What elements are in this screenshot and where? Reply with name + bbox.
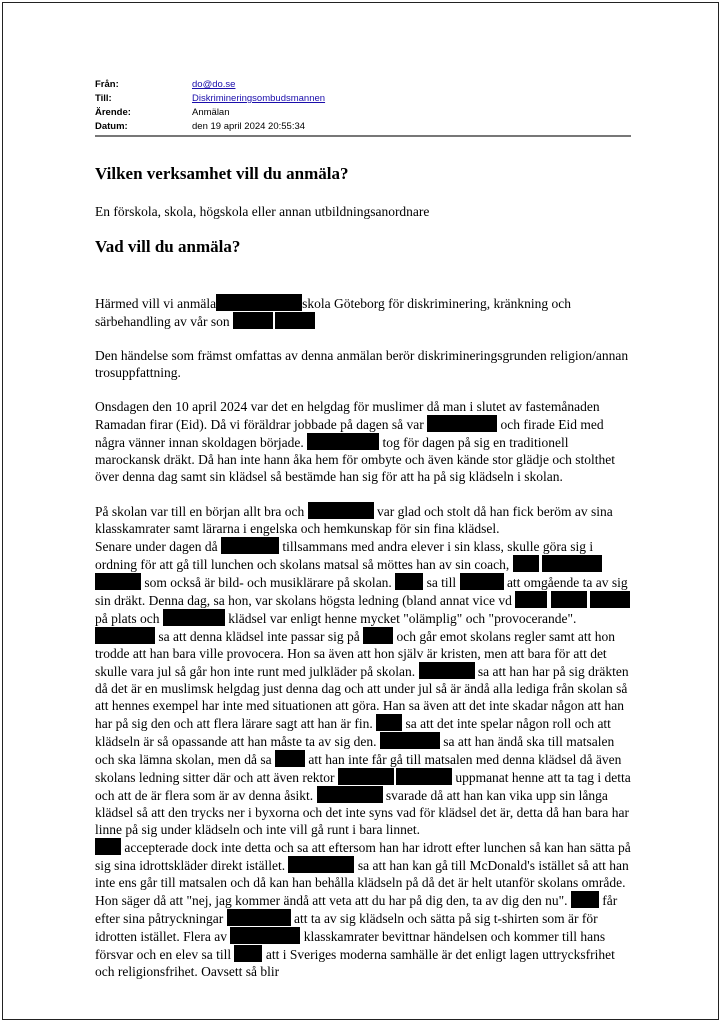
redaction-box bbox=[419, 662, 475, 679]
redaction-box bbox=[317, 786, 383, 803]
redaction-box bbox=[515, 591, 547, 608]
section-heading-organization: Vilken verksamhet vill du anmäla? bbox=[95, 164, 349, 183]
redaction-box bbox=[307, 433, 379, 450]
redaction-box bbox=[571, 891, 599, 908]
redaction-box bbox=[234, 945, 262, 962]
from-email-link[interactable]: do@do.se bbox=[192, 79, 236, 90]
redaction-box bbox=[513, 555, 539, 572]
from-row bbox=[95, 78, 325, 92]
to-recipient-link[interactable]: Diskrimineringsombudsmannen bbox=[192, 93, 326, 104]
redaction-box bbox=[227, 909, 291, 926]
redaction-box bbox=[163, 609, 225, 626]
paragraph-incident: På skolan var till en början allt bra och var glad och stolt då han fick beröm av sina klasskamrater samt lärarna i engelska och hemkunskap för sin fina klädsel. Senare under dagen då tillsammans med andra elever i sin klass, skulle göra sig i ordning för att gå till lunchen och skolans matsal så möttes han av sin coach, som också är bild- och musiklärare på skolan. sa till att omgående ta av sig sin dräkt. Denna dag, sa hon, var skolans högsta ledning (bland annat vice vd på plats och klädsel var enligt henne mycket "olämplig" och "provocerande". sa att denna klädsel inte passar sig på och går emot skolans regler samt att hon trodde att han bara ville provocera. Hon sa även att hon själv är kristen, men att bara för att det skulle vara jul så går hon inte runt med julkläder på skolan. sa att han har på sig dräkten då det är en muslimsk helgdag just denna dag och att under jul så är ändå alla lediga från skolan så att hennes exempel har inte med situationen att göra. Han sa även att det inte skadar någon att han har på sig den och att flera lärare sagt att han är fin. sa att det inte spelar någon roll och att klädseln är så opassande att han måste ta av sig den. sa att han ändå ska till matsalen och ska lämna skolan, men då sa att han inte får gå till matsalen med denna klädsel då även skolans ledning sitter där och att även rektor uppmanat henne att ta tag i detta och att de är flera som är av denna åsikt. svarade då att han kan vika upp sin långa klädsel så att den trycks ner i byxorna och det inte syns vad för klädsel det är, detta då han bara har linne på sig under klädseln och inte vill gå runt i bara linnet. accepterade dock inte detta och sa att eftersom han har idrott efter lunchen så kan han sätta på sig sina idrottskläder direkt istället. sa att han kan gå till McDonald's istället så att han inte ens går till matsalen och då kan han behålla klädseln på då det är helt utanför skolans område. Hon säger då att "nej, jag kommer ändå att veta att du har på dig den, ta av dig den nu". får efter sina påtryckningar att ta av sig klädseln och sätta på sig t-shirten som är för idrotten istället. Flera av klasskamrater bevittnar händelsen och kommer till hans försvar och en elev sa till att i Sveriges moderna samhälle är det enligt lagen uttrycksfrihet och religionsfrihet. Oavsett så blir bbox=[95, 504, 631, 979]
redaction-box bbox=[308, 502, 374, 519]
redaction-box bbox=[275, 750, 305, 767]
subject-value: Anmälan bbox=[192, 107, 230, 118]
redaction-box bbox=[95, 838, 121, 855]
date-label: Datum: bbox=[95, 121, 128, 132]
redaction-box bbox=[460, 573, 504, 590]
redaction-box bbox=[590, 591, 630, 608]
from-label: Från: bbox=[95, 79, 119, 90]
redaction-box bbox=[380, 732, 440, 749]
organization-answer: En förskola, skola, högskola eller annan utbildningsanordnare bbox=[95, 204, 430, 219]
redaction-box bbox=[288, 856, 354, 873]
subject-row bbox=[95, 106, 325, 120]
redaction-box bbox=[551, 591, 587, 608]
paragraph-background: Onsdagen den 10 april 2024 var det en helgdag för muslimer då man i slutet av fastemånaden Ramadan firar (Eid). Då vi föräldrar jobbade på dagen så var och firade Eid med några vänner innan skoldagen började. tog för dagen på sig en traditionell marockansk dräkt. Då han inte hann åka hem för ombyte och även kände stor glädje och stolthet över denna dag samt sin klädsel så bestämde han sig för att ha på sig klädseln i skolan. bbox=[95, 399, 615, 484]
to-label: Till: bbox=[95, 93, 112, 104]
document-page bbox=[2, 2, 719, 1020]
redaction-box bbox=[95, 627, 155, 644]
redaction-box bbox=[233, 312, 273, 329]
redaction-box bbox=[363, 627, 393, 644]
section-heading-report: Vad vill du anmäla? bbox=[95, 237, 241, 256]
redaction-box bbox=[427, 415, 497, 432]
paragraph-intro: Härmed vill vi anmäla skola Göteborg för diskriminering, kränkning och särbehandling av vår son bbox=[95, 296, 572, 329]
redaction-box bbox=[221, 537, 279, 554]
redaction-box bbox=[395, 573, 423, 590]
date-row bbox=[95, 120, 325, 134]
redaction-box bbox=[376, 714, 402, 731]
email-header bbox=[95, 78, 325, 134]
paragraph-grounds: Den händelse som främst omfattas av denna anmälan berör diskrimineringsgrunden religion/annan trosuppfattning. bbox=[95, 348, 629, 380]
redaction-box bbox=[396, 768, 452, 785]
redaction-box bbox=[338, 768, 394, 785]
header-divider bbox=[95, 135, 631, 137]
to-row bbox=[95, 92, 325, 106]
redaction-box bbox=[216, 294, 302, 311]
redaction-box bbox=[230, 927, 300, 944]
document-body bbox=[95, 153, 635, 980]
date-value: den 19 april 2024 20:55:34 bbox=[192, 121, 306, 132]
redaction-box bbox=[542, 555, 602, 572]
subject-label: Ärende: bbox=[95, 107, 131, 118]
redaction-box bbox=[275, 312, 315, 329]
redaction-box bbox=[95, 573, 141, 590]
